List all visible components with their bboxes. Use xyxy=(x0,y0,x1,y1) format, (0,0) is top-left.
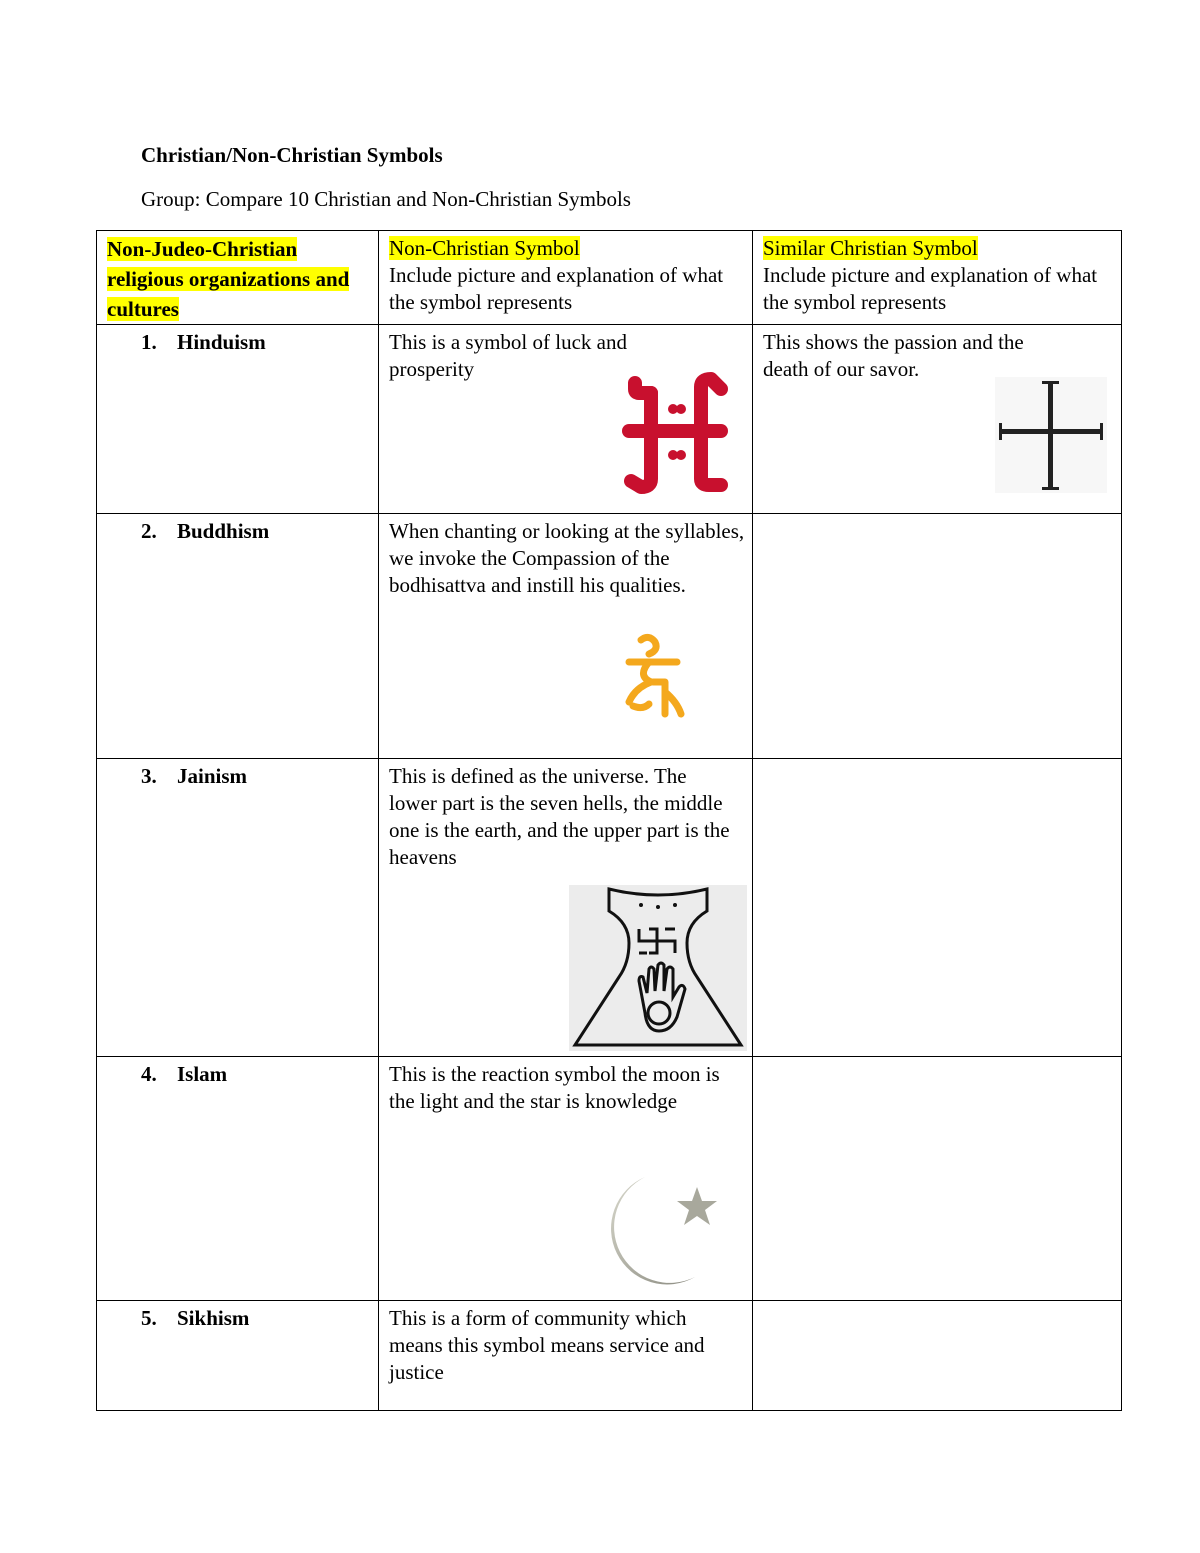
jain-universe-icon xyxy=(569,885,747,1051)
header-christian xyxy=(753,231,1122,325)
religion-cell xyxy=(97,759,379,1057)
swastika-icon xyxy=(615,369,735,495)
header-non-christian xyxy=(379,231,753,325)
header-non-christian-desc: Include picture and explanation of what the symbol represents xyxy=(389,263,724,314)
christian-cell xyxy=(753,1301,1122,1411)
document-subtitle: Group: Compare 10 Christian and Non-Christian Symbols xyxy=(141,187,631,211)
religion-name: Hinduism xyxy=(177,330,266,354)
religion-cell xyxy=(97,1057,379,1301)
table-header-row xyxy=(97,231,1122,325)
non-christian-text: When chanting or looking at the syllables, we invoke the Compassion of the bodhisattva and instill his qualities. xyxy=(389,519,745,597)
table-row xyxy=(97,514,1122,759)
christian-cell xyxy=(753,325,1122,514)
religion-cell xyxy=(97,325,379,514)
non-christian-text: This is a symbol of luck and prosperity xyxy=(389,330,627,381)
header-christian-title: Similar Christian Symbol xyxy=(763,236,978,260)
table-row xyxy=(97,1057,1122,1301)
christian-cell xyxy=(753,759,1122,1057)
religion-name: Buddhism xyxy=(177,519,270,543)
header-religions-label: Non-Judeo-Christian religious organizations and cultures xyxy=(107,237,350,321)
header-non-christian-title: Non-Christian Symbol xyxy=(389,236,580,260)
header-christian-desc: Include picture and explanation of what the symbol represents xyxy=(763,263,1098,314)
religion-name: Sikhism xyxy=(177,1306,250,1330)
religion-cell xyxy=(97,514,379,759)
non-christian-cell xyxy=(379,1057,753,1301)
religion-name: Islam xyxy=(177,1062,228,1086)
document-title: Christian/Non-Christian Symbols xyxy=(141,143,443,167)
crescent-star-icon xyxy=(585,1167,745,1295)
religion-name: Jainism xyxy=(177,764,248,788)
non-christian-text: This is defined as the universe. The lower part is the seven hells, the middle one is the earth, and the upper part is the heavens xyxy=(389,764,730,869)
christian-cell xyxy=(753,514,1122,759)
cross-icon xyxy=(995,377,1107,493)
religion-number: 3. xyxy=(141,764,157,788)
table-row xyxy=(97,325,1122,514)
non-christian-cell xyxy=(379,514,753,759)
religion-number: 4. xyxy=(141,1062,157,1086)
non-christian-cell xyxy=(379,325,753,514)
non-christian-text: This is a form of community which means this symbol means service and justice xyxy=(389,1306,705,1384)
header-religions xyxy=(97,231,379,325)
om-syllable-icon xyxy=(619,632,689,718)
religion-number: 5. xyxy=(141,1306,157,1330)
non-christian-cell xyxy=(379,1301,753,1411)
non-christian-text: This is the reaction symbol the moon is the light and the star is knowledge xyxy=(389,1062,720,1113)
religion-number: 2. xyxy=(141,519,157,543)
christian-text: This shows the passion and the death of our savor. xyxy=(763,330,1024,381)
christian-cell xyxy=(753,1057,1122,1301)
religion-cell xyxy=(97,1301,379,1411)
non-christian-cell xyxy=(379,759,753,1057)
symbols-table xyxy=(96,230,1122,1411)
table-row xyxy=(97,1301,1122,1411)
table-row xyxy=(97,759,1122,1057)
religion-number: 1. xyxy=(141,330,157,354)
